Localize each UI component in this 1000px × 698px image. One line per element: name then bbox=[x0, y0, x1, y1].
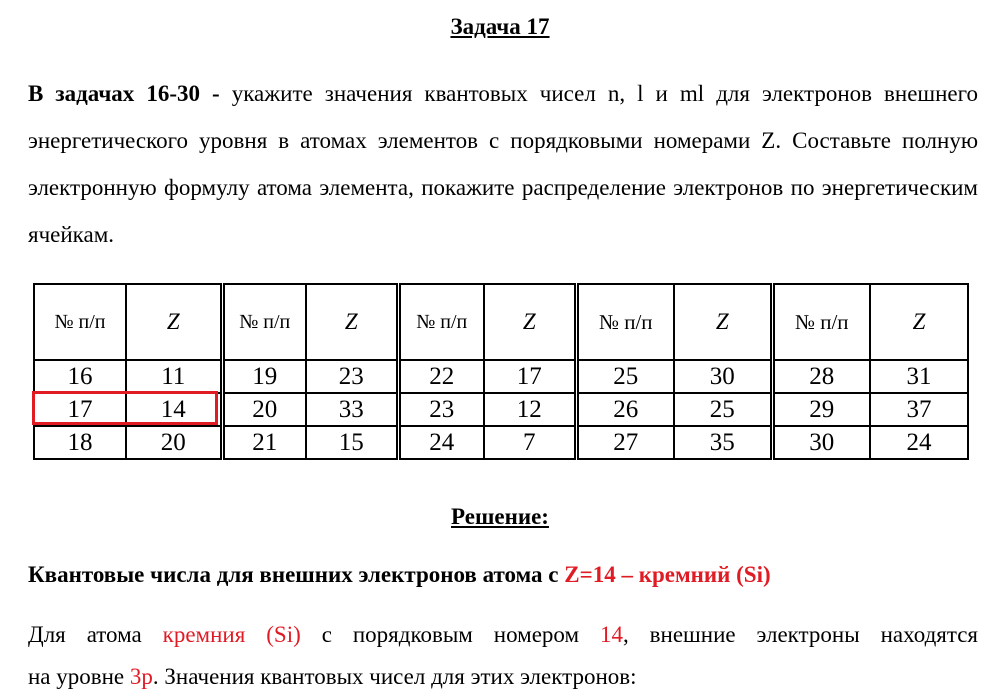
table-cell: 27 bbox=[576, 426, 674, 459]
table-cell: 12 bbox=[484, 393, 576, 426]
variants-table bbox=[33, 283, 969, 460]
table-cell: 11 bbox=[126, 360, 222, 393]
table-cell: 15 bbox=[306, 426, 398, 459]
solution-subheading bbox=[28, 562, 978, 588]
solution-paragraph-line2 bbox=[28, 656, 978, 698]
table-cell: 20 bbox=[222, 393, 306, 426]
paragraph-text: на уровне bbox=[28, 664, 130, 689]
subheading-text: Квантовые числа для внешних электронов атома с bbox=[28, 562, 565, 587]
table-cell: 17 bbox=[34, 393, 126, 426]
header-number: № п/п bbox=[222, 284, 306, 360]
solution-paragraph-line1 bbox=[28, 614, 978, 656]
table-cell: 22 bbox=[398, 360, 484, 393]
table-row bbox=[34, 393, 968, 426]
element-highlight: Z=14 – кремний (Si) bbox=[564, 562, 771, 587]
paragraph-text: . Значения квантовых чисел для этих электронов: bbox=[152, 664, 637, 689]
table-cell: 28 bbox=[772, 360, 870, 393]
table-row bbox=[34, 360, 968, 393]
table-header-row bbox=[34, 284, 968, 360]
solution-title: Решение: bbox=[451, 504, 549, 529]
header-z: Z bbox=[484, 284, 576, 360]
table-cell: 25 bbox=[674, 393, 772, 426]
table-cell: 37 bbox=[870, 393, 968, 426]
header-z: Z bbox=[126, 284, 222, 360]
header-z: Z bbox=[870, 284, 968, 360]
table-cell: 19 bbox=[222, 360, 306, 393]
table-cell: 20 bbox=[126, 426, 222, 459]
table-cell: 21 bbox=[222, 426, 306, 459]
header-number: № п/п bbox=[34, 284, 126, 360]
task-lead: В задачах 16-30 - bbox=[28, 81, 220, 106]
table-cell: 25 bbox=[576, 360, 674, 393]
table-cell: 30 bbox=[674, 360, 772, 393]
header-number: № п/п bbox=[398, 284, 484, 360]
table-cell: 17 bbox=[484, 360, 576, 393]
header-z: Z bbox=[674, 284, 772, 360]
table-cell: 23 bbox=[306, 360, 398, 393]
table-row bbox=[34, 426, 968, 459]
table-cell: 14 bbox=[126, 393, 222, 426]
table-cell: 24 bbox=[398, 426, 484, 459]
sublevel: 3p bbox=[129, 664, 153, 689]
problem-title: Задача 17 bbox=[450, 14, 550, 39]
task-text: укажите значения квантовых чисел n, l и ml для электронов внешнего энергетического уровня в атомах элементов с порядковыми номерами Z. Составьте полную электронную формулу атома элемента, покажите распределение электронов по энергетическим ячейкам. bbox=[28, 81, 978, 247]
table-cell: 23 bbox=[398, 393, 484, 426]
paragraph-text: с порядковым номером bbox=[300, 622, 600, 647]
table-cell: 16 bbox=[34, 360, 126, 393]
paragraph-text: Для атома bbox=[28, 622, 163, 647]
table-cell: 29 bbox=[772, 393, 870, 426]
table-cell: 35 bbox=[674, 426, 772, 459]
header-number: № п/п bbox=[576, 284, 674, 360]
table-cell: 7 bbox=[484, 426, 576, 459]
header-z: Z bbox=[306, 284, 398, 360]
table-cell: 26 bbox=[576, 393, 674, 426]
paragraph-text: , внешние электроны находятся bbox=[622, 622, 978, 647]
table-cell: 18 bbox=[34, 426, 126, 459]
header-number: № п/п bbox=[772, 284, 870, 360]
table-cell: 30 bbox=[772, 426, 870, 459]
table-cell: 24 bbox=[870, 426, 968, 459]
element-name: кремния (Si) bbox=[162, 622, 301, 647]
table-cell: 31 bbox=[870, 360, 968, 393]
task-statement bbox=[28, 70, 978, 258]
atomic-number: 14 bbox=[599, 622, 623, 647]
table-cell: 33 bbox=[306, 393, 398, 426]
